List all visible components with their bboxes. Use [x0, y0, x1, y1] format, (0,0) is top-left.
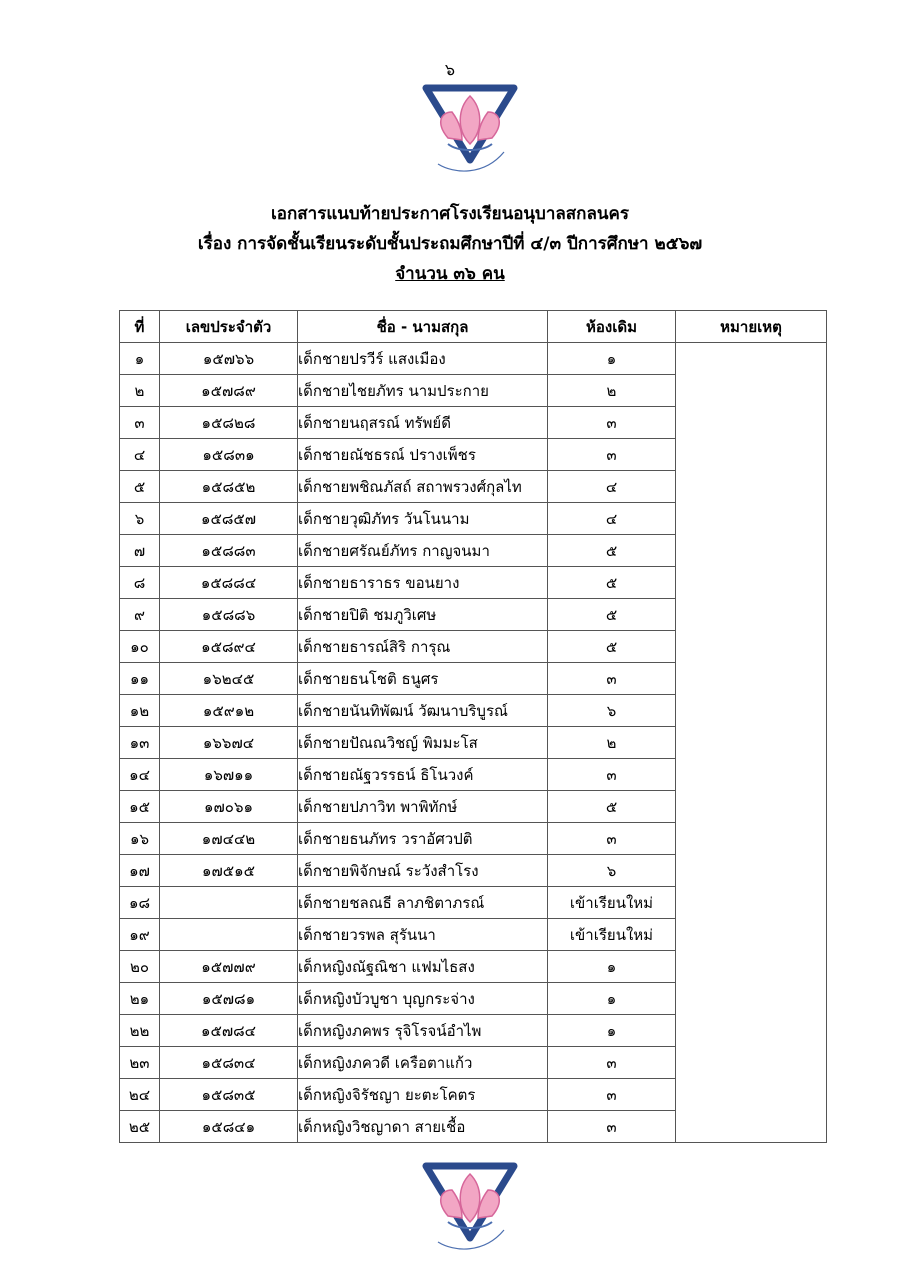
- student-id: ๑๕๘๙๔: [160, 631, 298, 663]
- student-name: เด็กชายณัชธรณ์ ปรางเพ็ชร: [298, 439, 548, 471]
- row-number: ๓: [120, 407, 160, 439]
- student-name: เด็กหญิงภคพร รุจิโรจน์อำไพ: [298, 1015, 548, 1047]
- student-name: เด็กชายนันทิพัฒน์ วัฒนาบริบูรณ์: [298, 695, 548, 727]
- row-number: ๖: [120, 503, 160, 535]
- previous-room: ๒: [548, 375, 676, 407]
- student-name: เด็กชายปัณณวิชญ์ พิมมะโส: [298, 727, 548, 759]
- table-header-row: [120, 311, 827, 343]
- student-id: ๑๕๘๘๖: [160, 599, 298, 631]
- student-name: เด็กชายพิจักษณ์ ระวังสำโรง: [298, 855, 548, 887]
- row-number: ๒๕: [120, 1111, 160, 1143]
- student-name: เด็กชายปิติ ชมภูวิเศษ: [298, 599, 548, 631]
- student-name: เด็กชายธารณ์สิริ การุณ: [298, 631, 548, 663]
- row-number: ๘: [120, 567, 160, 599]
- student-name: เด็กชายธาราธร ขอนยาง: [298, 567, 548, 599]
- row-number: ๑๖: [120, 823, 160, 855]
- student-id: ๑๕๗๗๙: [160, 951, 298, 983]
- student-name: เด็กชายพชิณภัสถ์ สถาพรวงศ์กุลไท: [298, 471, 548, 503]
- student-id: ๑๕๗๖๖: [160, 343, 298, 375]
- student-name: เด็กชายนฤสรณ์ ทรัพย์ดี: [298, 407, 548, 439]
- student-id: ๑๖๖๗๔: [160, 727, 298, 759]
- previous-room: ๕: [548, 567, 676, 599]
- student-name: เด็กหญิงภควดี เครือตาแก้ว: [298, 1047, 548, 1079]
- previous-room: ๔: [548, 503, 676, 535]
- student-name: เด็กชายวุฒิภัทร วันโนนาม: [298, 503, 548, 535]
- student-id: ๑๕๙๑๒: [160, 695, 298, 727]
- previous-room: ๓: [548, 407, 676, 439]
- row-number: ๑๔: [120, 759, 160, 791]
- row-number: ๒๒: [120, 1015, 160, 1047]
- student-id: ๑๕๗๘๑: [160, 983, 298, 1015]
- previous-room: ๖: [548, 855, 676, 887]
- row-number: ๑๙: [120, 919, 160, 951]
- student-id: ๑๕๘๓๕: [160, 1079, 298, 1111]
- student-name: เด็กหญิงณัฐณิชา แฟมไธสง: [298, 951, 548, 983]
- row-number: ๒๐: [120, 951, 160, 983]
- row-number: ๑๘: [120, 887, 160, 919]
- student-id: ๑๕๘๒๘: [160, 407, 298, 439]
- document-subject: เรื่อง การจัดชั้นเรียนระดับชั้นประถมศึกษาปีที่ ๔/๓ ปีการศึกษา ๒๕๖๗: [197, 234, 703, 254]
- student-id: ๑๕๘๓๔: [160, 1047, 298, 1079]
- row-number: ๙: [120, 599, 160, 631]
- previous-room: ๑: [548, 983, 676, 1015]
- student-id: ๑๗๔๔๒: [160, 823, 298, 855]
- row-number: ๑๒: [120, 695, 160, 727]
- row-number: ๒: [120, 375, 160, 407]
- previous-room: ๓: [548, 1079, 676, 1111]
- row-number: ๒๔: [120, 1079, 160, 1111]
- row-number: ๑: [120, 343, 160, 375]
- row-number: ๕: [120, 471, 160, 503]
- row-number: ๗: [120, 535, 160, 567]
- school-lotus-logo-icon: [418, 82, 522, 180]
- school-lotus-logo-icon: [418, 1160, 522, 1258]
- student-id: ๑๕๗๘๙: [160, 375, 298, 407]
- page-number: ๖: [444, 60, 456, 79]
- previous-room: ๒: [548, 727, 676, 759]
- student-id: ๑๗๕๑๕: [160, 855, 298, 887]
- student-name: เด็กชายชลณธี ลาภชิตาภรณ์: [298, 887, 548, 919]
- previous-room: ๕: [548, 535, 676, 567]
- previous-room: ๔: [548, 471, 676, 503]
- previous-room: ๑: [548, 1015, 676, 1047]
- previous-room: เข้าเรียนใหม่: [548, 919, 676, 951]
- previous-room: ๓: [548, 663, 676, 695]
- previous-room: เข้าเรียนใหม่: [548, 887, 676, 919]
- student-id: ๑๗๐๖๑: [160, 791, 298, 823]
- column-header-number: ที่: [120, 311, 160, 343]
- row-number: ๑๐: [120, 631, 160, 663]
- student-name: เด็กชายวรพล สุรันนา: [298, 919, 548, 951]
- student-name: เด็กชายปภาวิท พาพิทักษ์: [298, 791, 548, 823]
- student-name: เด็กหญิงบัวบูชา บุญกระจ่าง: [298, 983, 548, 1015]
- row-number: ๒๓: [120, 1047, 160, 1079]
- previous-room: ๖: [548, 695, 676, 727]
- row-number: ๒๑: [120, 983, 160, 1015]
- previous-room: ๕: [548, 631, 676, 663]
- student-id: ๑๖๒๔๕: [160, 663, 298, 695]
- previous-room: ๓: [548, 759, 676, 791]
- student-id: ๑๕๘๔๑: [160, 1111, 298, 1143]
- student-name: เด็กชายณัฐวรรธน์ ธิโนวงค์: [298, 759, 548, 791]
- row-number: ๑๕: [120, 791, 160, 823]
- student-name: เด็กหญิงวิชญาดา สายเชื้อ: [298, 1111, 548, 1143]
- row-number: ๑๗: [120, 855, 160, 887]
- student-name: เด็กชายปรวีร์ แสงเมือง: [298, 343, 548, 375]
- column-header-remarks: หมายเหตุ: [676, 311, 827, 343]
- student-id: ๑๕๘๓๑: [160, 439, 298, 471]
- row-number: ๑๓: [120, 727, 160, 759]
- student-name: เด็กชายธนภัทร วราอัศวปติ: [298, 823, 548, 855]
- student-id: ๑๕๘๕๒: [160, 471, 298, 503]
- document-title: เอกสารแนบท้ายประกาศโรงเรียนอนุบาลสกลนคร: [270, 204, 629, 224]
- remarks-cell: [676, 343, 827, 1143]
- previous-room: ๕: [548, 791, 676, 823]
- student-id: ๑๖๗๑๑: [160, 759, 298, 791]
- previous-room: ๓: [548, 1111, 676, 1143]
- student-roster-table: [119, 310, 827, 1143]
- previous-room: ๓: [548, 439, 676, 471]
- student-id: ๑๕๘๕๗: [160, 503, 298, 535]
- row-number: ๔: [120, 439, 160, 471]
- previous-room: ๑: [548, 343, 676, 375]
- previous-room: ๕: [548, 599, 676, 631]
- student-id: ๑๕๗๘๔: [160, 1015, 298, 1047]
- student-name: เด็กชายไชยภัทร นามประกาย: [298, 375, 548, 407]
- previous-room: ๓: [548, 823, 676, 855]
- student-id: [160, 919, 298, 951]
- student-id: [160, 887, 298, 919]
- student-count: จำนวน ๓๖ คน: [395, 264, 505, 284]
- previous-room: ๑: [548, 951, 676, 983]
- row-number: ๑๑: [120, 663, 160, 695]
- student-id: ๑๕๘๘๓: [160, 535, 298, 567]
- student-name: เด็กชายศรัณย์ภัทร กาญจนมา: [298, 535, 548, 567]
- student-name: เด็กหญิงจิรัชญา ยะตะโคตร: [298, 1079, 548, 1111]
- column-header-student-id: เลขประจำตัว: [160, 311, 298, 343]
- column-header-previous-room: ห้องเดิม: [548, 311, 676, 343]
- previous-room: ๓: [548, 1047, 676, 1079]
- table-row: [120, 343, 827, 375]
- student-id: ๑๕๘๘๔: [160, 567, 298, 599]
- column-header-name: ชื่อ - นามสกุล: [298, 311, 548, 343]
- student-name: เด็กชายธนโชติ ธนูศร: [298, 663, 548, 695]
